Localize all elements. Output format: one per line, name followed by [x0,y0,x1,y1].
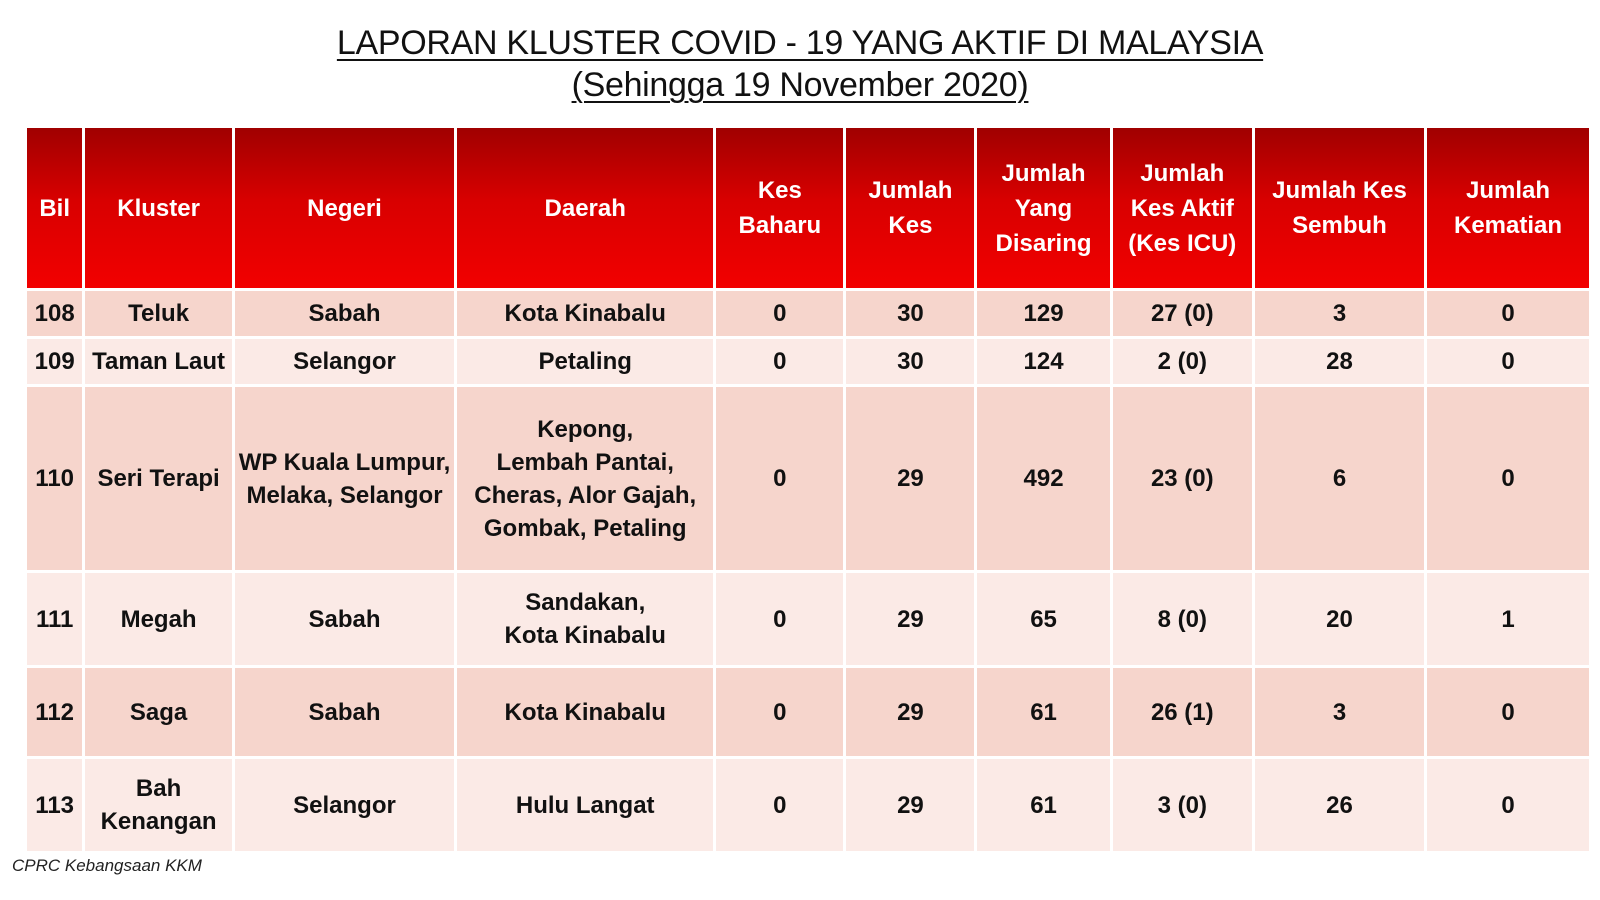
cell-jumlah-kes-aktif: 27 (0) [1113,291,1252,336]
cell-daerah: Petaling [457,339,713,384]
cell-jumlah-kes: 29 [846,759,974,851]
report-date: (Sehingga 19 November 2020) [571,66,1029,104]
cell-negeri: Selangor [235,759,454,851]
cell-jumlah-disaring: 492 [977,387,1109,570]
cell-jumlah-disaring: 65 [977,573,1109,665]
table-header-row [27,128,1589,288]
table-row [27,387,1589,570]
cell-bil: 112 [27,668,82,756]
cell-negeri: Selangor [235,339,454,384]
cell-kes-baharu: 0 [716,573,843,665]
cell-jumlah-kes-sembuh: 3 [1255,668,1424,756]
cell-kes-baharu: 0 [716,339,843,384]
cluster-table [24,125,1592,854]
header-jumlah-kes-sembuh: Jumlah Kes Sembuh [1255,128,1424,288]
cell-daerah: Hulu Langat [457,759,713,851]
header-kes-baharu: Kes Baharu [716,128,843,288]
cell-jumlah-kes-sembuh: 3 [1255,291,1424,336]
table-row [27,291,1589,336]
cell-daerah: Kota Kinabalu [457,668,713,756]
cell-daerah: Kepong, Lembah Pantai, Cheras, Alor Gajah, Gombak, Petaling [457,387,713,570]
header-kluster: Kluster [85,128,232,288]
header-jumlah-kes: Jumlah Kes [846,128,974,288]
cell-kes-baharu: 0 [716,387,843,570]
cell-negeri: Sabah [235,668,454,756]
cell-jumlah-kes-aktif: 8 (0) [1113,573,1252,665]
cell-kluster: Megah [85,573,232,665]
cell-jumlah-disaring: 61 [977,759,1109,851]
title-block [0,22,1600,106]
cell-jumlah-kematian: 0 [1427,339,1589,384]
cell-jumlah-kes: 30 [846,339,974,384]
source-footer: CPRC Kebangsaan KKM [12,856,202,875]
header-jumlah-disaring: Jumlah Yang Disaring [977,128,1109,288]
cell-jumlah-kes: 29 [846,387,974,570]
cell-negeri: WP Kuala Lumpur, Melaka, Selangor [235,387,454,570]
cell-jumlah-kematian: 1 [1427,573,1589,665]
report-title: LAPORAN KLUSTER COVID - 19 YANG AKTIF DI MALAYSIA [336,24,1264,62]
cell-jumlah-kematian: 0 [1427,387,1589,570]
table-row [27,668,1589,756]
header-negeri: Negeri [235,128,454,288]
cell-kes-baharu: 0 [716,759,843,851]
cell-bil: 108 [27,291,82,336]
cell-jumlah-kes: 30 [846,291,974,336]
cell-kluster: Saga [85,668,232,756]
cell-daerah: Sandakan, Kota Kinabalu [457,573,713,665]
cell-negeri: Sabah [235,291,454,336]
cell-jumlah-kematian: 0 [1427,291,1589,336]
cell-kluster: Taman Laut [85,339,232,384]
table-row [27,573,1589,665]
cell-jumlah-disaring: 61 [977,668,1109,756]
cell-bil: 109 [27,339,82,384]
cell-jumlah-kes: 29 [846,573,974,665]
cell-jumlah-kes-aktif: 26 (1) [1113,668,1252,756]
cell-jumlah-kes-sembuh: 26 [1255,759,1424,851]
cell-jumlah-kes-aktif: 23 (0) [1113,387,1252,570]
cell-jumlah-disaring: 129 [977,291,1109,336]
header-bil: Bil [27,128,82,288]
cell-negeri: Sabah [235,573,454,665]
cell-jumlah-kes-sembuh: 6 [1255,387,1424,570]
table-row [27,759,1589,851]
cell-jumlah-kematian: 0 [1427,668,1589,756]
cell-bil: 113 [27,759,82,851]
cell-jumlah-kes-aktif: 2 (0) [1113,339,1252,384]
header-daerah: Daerah [457,128,713,288]
header-jumlah-kematian: Jumlah Kematian [1427,128,1589,288]
cell-jumlah-kes-aktif: 3 (0) [1113,759,1252,851]
cell-jumlah-disaring: 124 [977,339,1109,384]
cell-kluster: Bah Kenangan [85,759,232,851]
cell-bil: 111 [27,573,82,665]
cell-jumlah-kes-sembuh: 20 [1255,573,1424,665]
cell-kluster: Teluk [85,291,232,336]
cell-bil: 110 [27,387,82,570]
cell-kluster: Seri Terapi [85,387,232,570]
cell-jumlah-kematian: 0 [1427,759,1589,851]
table-row [27,339,1589,384]
cell-kes-baharu: 0 [716,291,843,336]
header-jumlah-kes-aktif: Jumlah Kes Aktif (Kes ICU) [1113,128,1252,288]
cell-daerah: Kota Kinabalu [457,291,713,336]
cell-jumlah-kes-sembuh: 28 [1255,339,1424,384]
cell-kes-baharu: 0 [716,668,843,756]
cell-jumlah-kes: 29 [846,668,974,756]
